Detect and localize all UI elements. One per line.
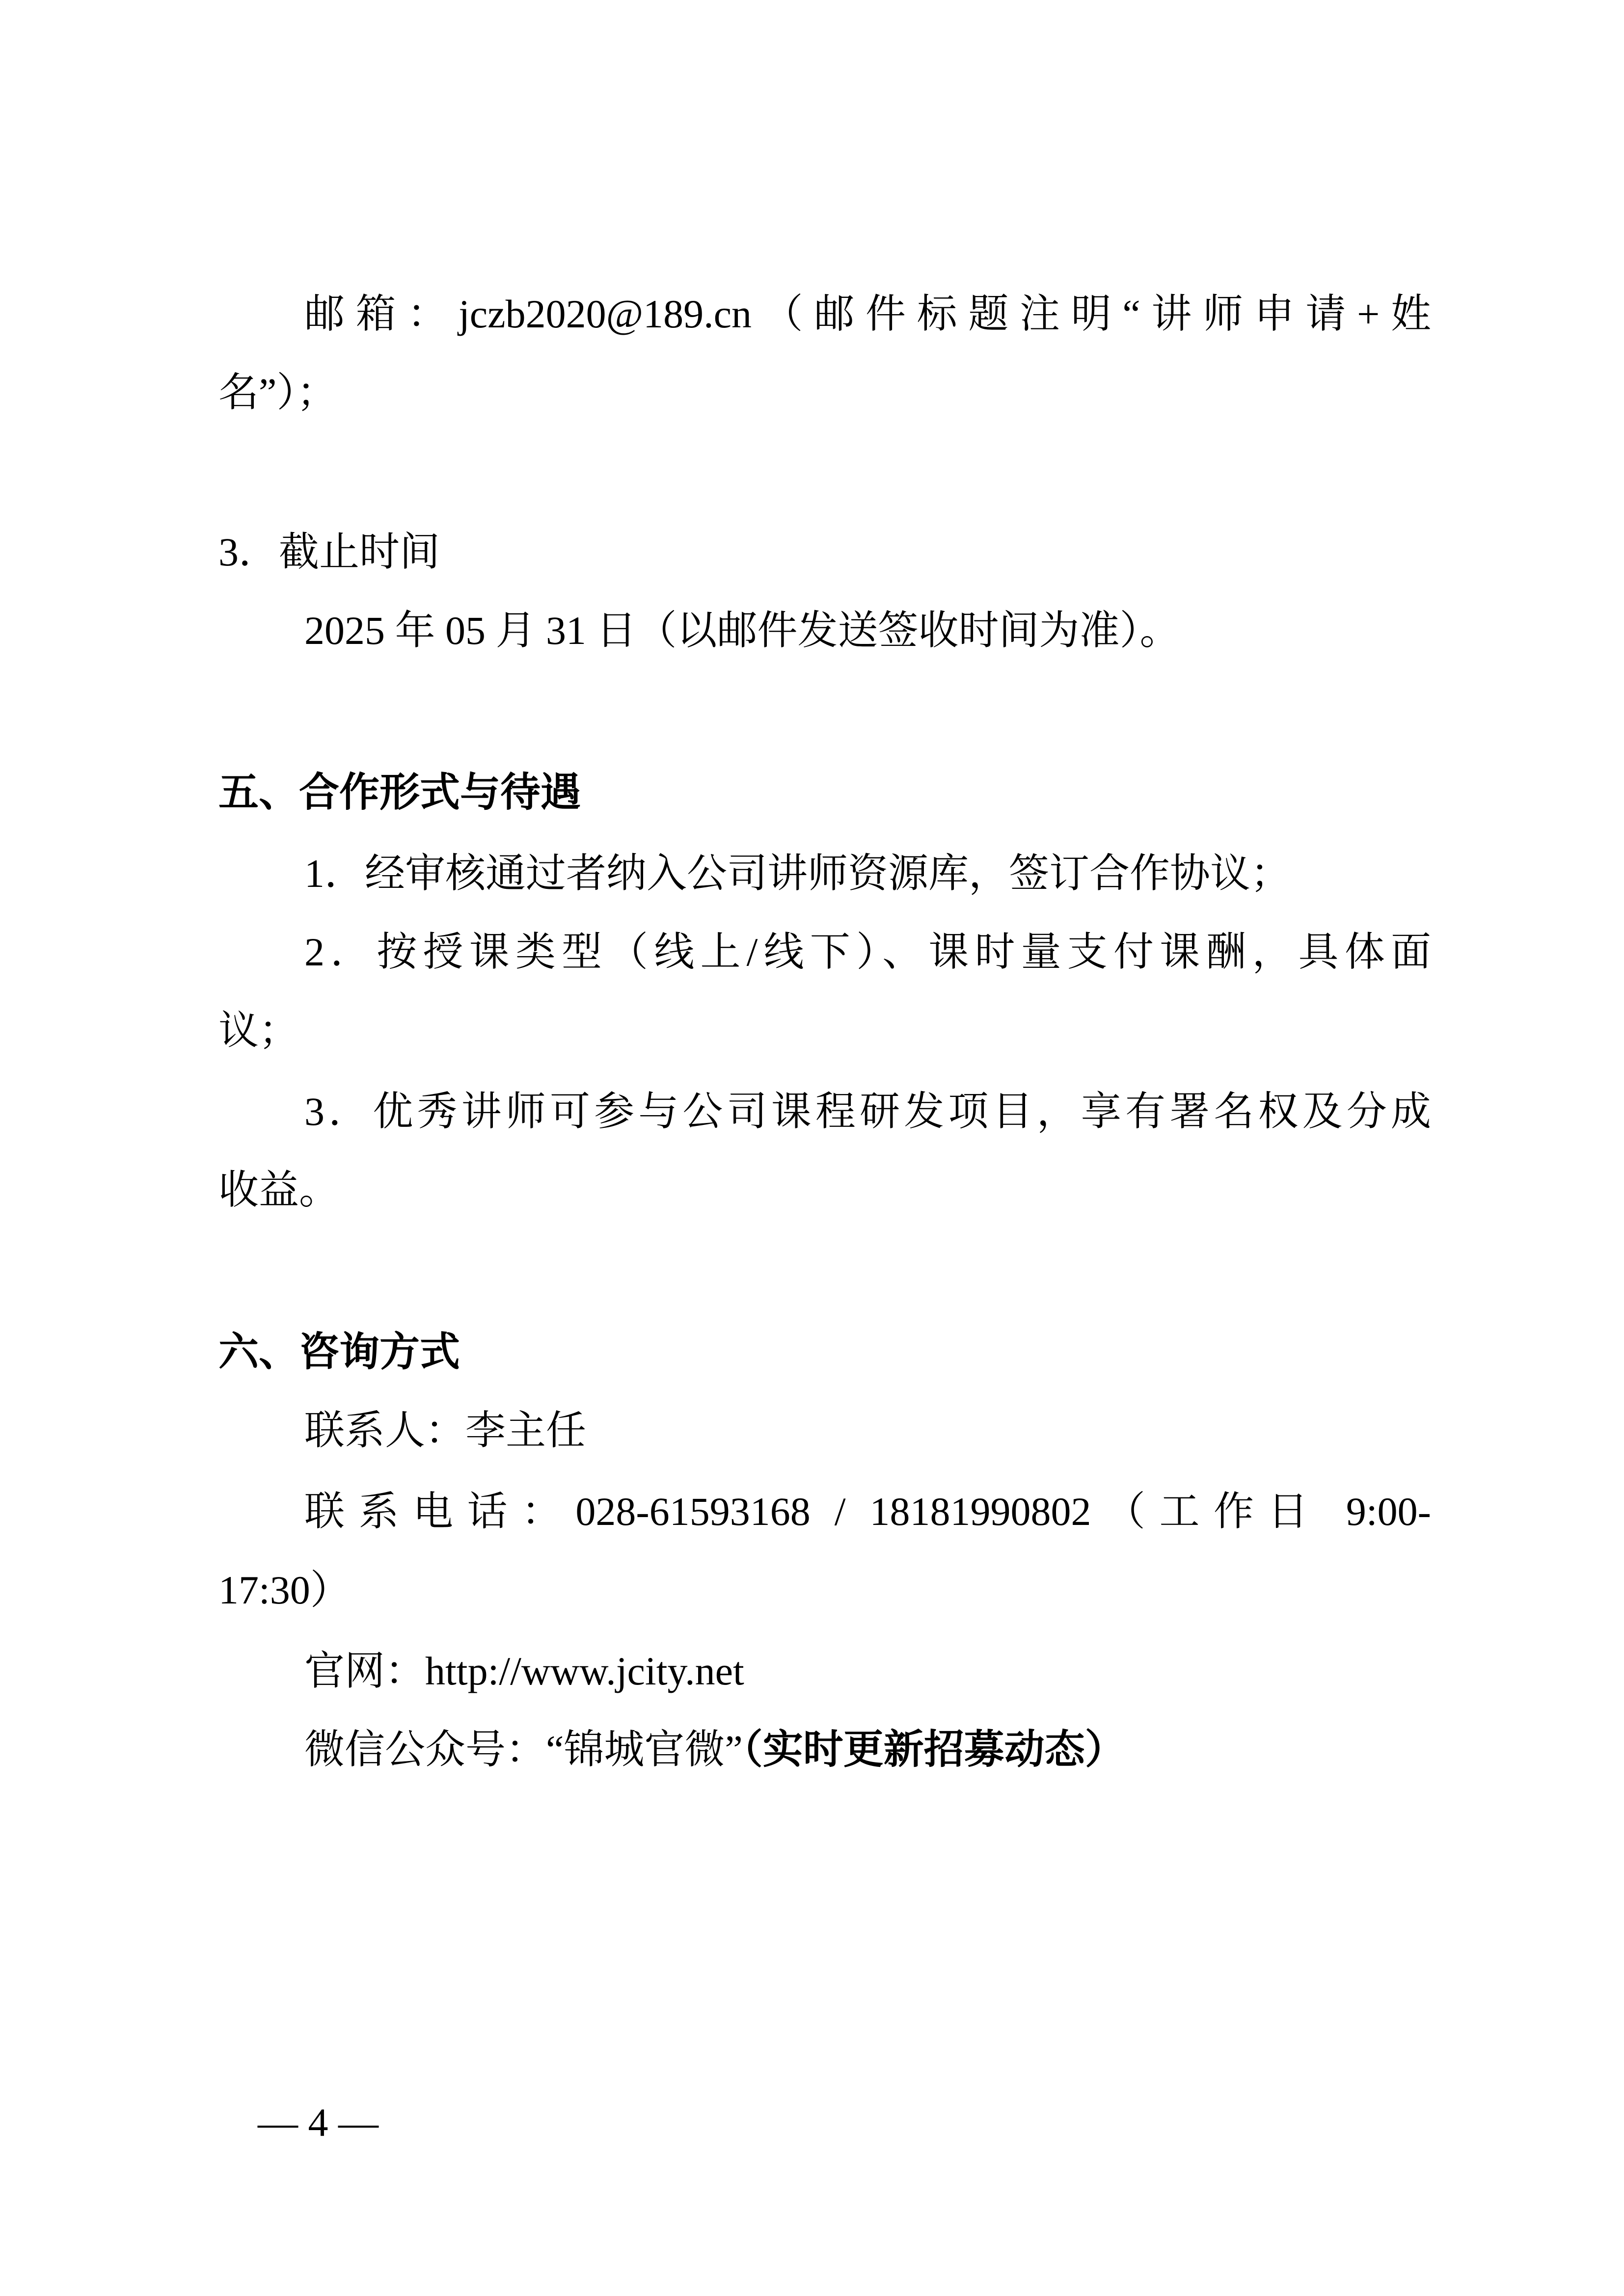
section5-item2-line2: 议； — [218, 1008, 299, 1053]
deadline-heading: 3．截止时间 — [218, 530, 440, 574]
contact-person: 联系人：李主任 — [304, 1408, 587, 1453]
wechat-note: （实时更新招募动态） — [742, 1726, 1125, 1773]
email-line-2: 名”）； — [218, 370, 337, 415]
website-line: 官网：http://www.jcity.net — [304, 1649, 744, 1693]
page-number: — 4 — — [258, 2100, 379, 2145]
section5-item3-line2: 收益。 — [218, 1168, 340, 1212]
section5-item1: 1．经审核通过者纳入公司讲师资源库，签订合作协议； — [304, 851, 1291, 896]
section5-item2-line1: 2．按授课类型（线上/线下）、课时量支付课酬，具体面 — [304, 930, 1431, 974]
contact-phone-line2: 17:30） — [218, 1568, 351, 1612]
section5-heading: 五、合作形式与待遇 — [218, 769, 581, 816]
contact-phone-line1: 联系电话：028-61593168 / 18181990802（工作日 9:00- — [304, 1489, 1431, 1534]
wechat-name: 微信公众号：“锦城官微” — [304, 1727, 743, 1772]
deadline-text: 2025 年 05 月 31 日（以邮件发送签收时间为准）。 — [304, 608, 1180, 653]
wechat-line — [304, 1723, 1431, 1777]
section6-heading: 六、咨询方式 — [218, 1329, 460, 1375]
email-line-1: 邮箱：jczb2020@189.cn（邮件标题注明“讲师申请+姓 — [304, 292, 1431, 336]
section5-item3-line1: 3．优秀讲师可参与公司课程研发项目，享有署名权及分成 — [304, 1089, 1431, 1134]
